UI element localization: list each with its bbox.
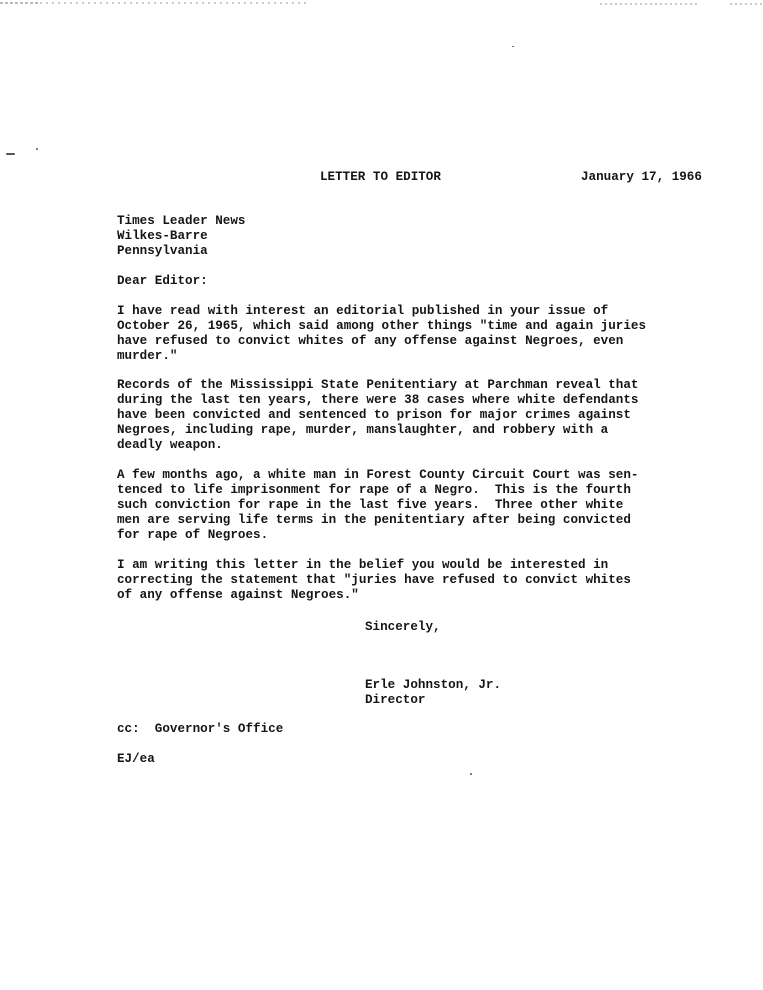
paragraph-line: such conviction for rape in the last five years. Three other white — [117, 498, 624, 512]
scan-speck — [470, 773, 472, 775]
closing: Sincerely, — [365, 620, 441, 634]
paragraph-line: Records of the Mississippi State Penitentiary at Parchman reveal that — [117, 378, 639, 392]
paragraph-line: I have read with interest an editorial published in your issue of — [117, 304, 609, 318]
paragraph-line: A few months ago, a white man in Forest County Circuit Court was sen- — [117, 468, 639, 482]
paragraph-line: deadly weapon. — [117, 438, 223, 452]
paragraph-line: men are serving life terms in the penitentiary after being convicted — [117, 513, 631, 527]
signer-title: Director — [365, 693, 426, 707]
paragraph-line: October 26, 1965, which said among other things "time and again juries — [117, 319, 647, 333]
scan-speck — [512, 46, 514, 47]
paragraph-line: of any offense against Negroes." — [117, 588, 359, 602]
paragraph-line: murder." — [117, 349, 178, 363]
recipient-line: Wilkes-Barre — [117, 229, 208, 243]
paragraph-line: during the last ten years, there were 38 cases where white defendants — [117, 393, 639, 407]
paragraph-line: for rape of Negroes. — [117, 528, 269, 542]
scan-speck — [6, 153, 15, 155]
scan-speck — [36, 148, 38, 150]
letter-heading: LETTER TO EDITOR — [320, 170, 441, 184]
salutation: Dear Editor: — [117, 274, 208, 288]
paragraph-line: have refused to convict whites of any offense against Negroes, even — [117, 334, 624, 348]
initials: EJ/ea — [117, 752, 155, 766]
cc-line: cc: Governor's Office — [117, 722, 284, 736]
paragraph-line: tenced to life imprisonment for rape of a Negro. This is the fourth — [117, 483, 631, 497]
paragraph-line: correcting the statement that "juries have refused to convict whites — [117, 573, 631, 587]
scan-edge-marks — [0, 0, 763, 8]
recipient-line: Times Leader News — [117, 214, 246, 228]
paragraph-line: I am writing this letter in the belief you would be interested in — [117, 558, 609, 572]
letter-date: January 17, 1966 — [581, 170, 702, 184]
recipient-line: Pennsylvania — [117, 244, 208, 258]
signer-name: Erle Johnston, Jr. — [365, 678, 502, 692]
paragraph-line: have been convicted and sentenced to prison for major crimes against — [117, 408, 631, 422]
paragraph-line: Negroes, including rape, murder, manslaughter, and robbery with a — [117, 423, 609, 437]
